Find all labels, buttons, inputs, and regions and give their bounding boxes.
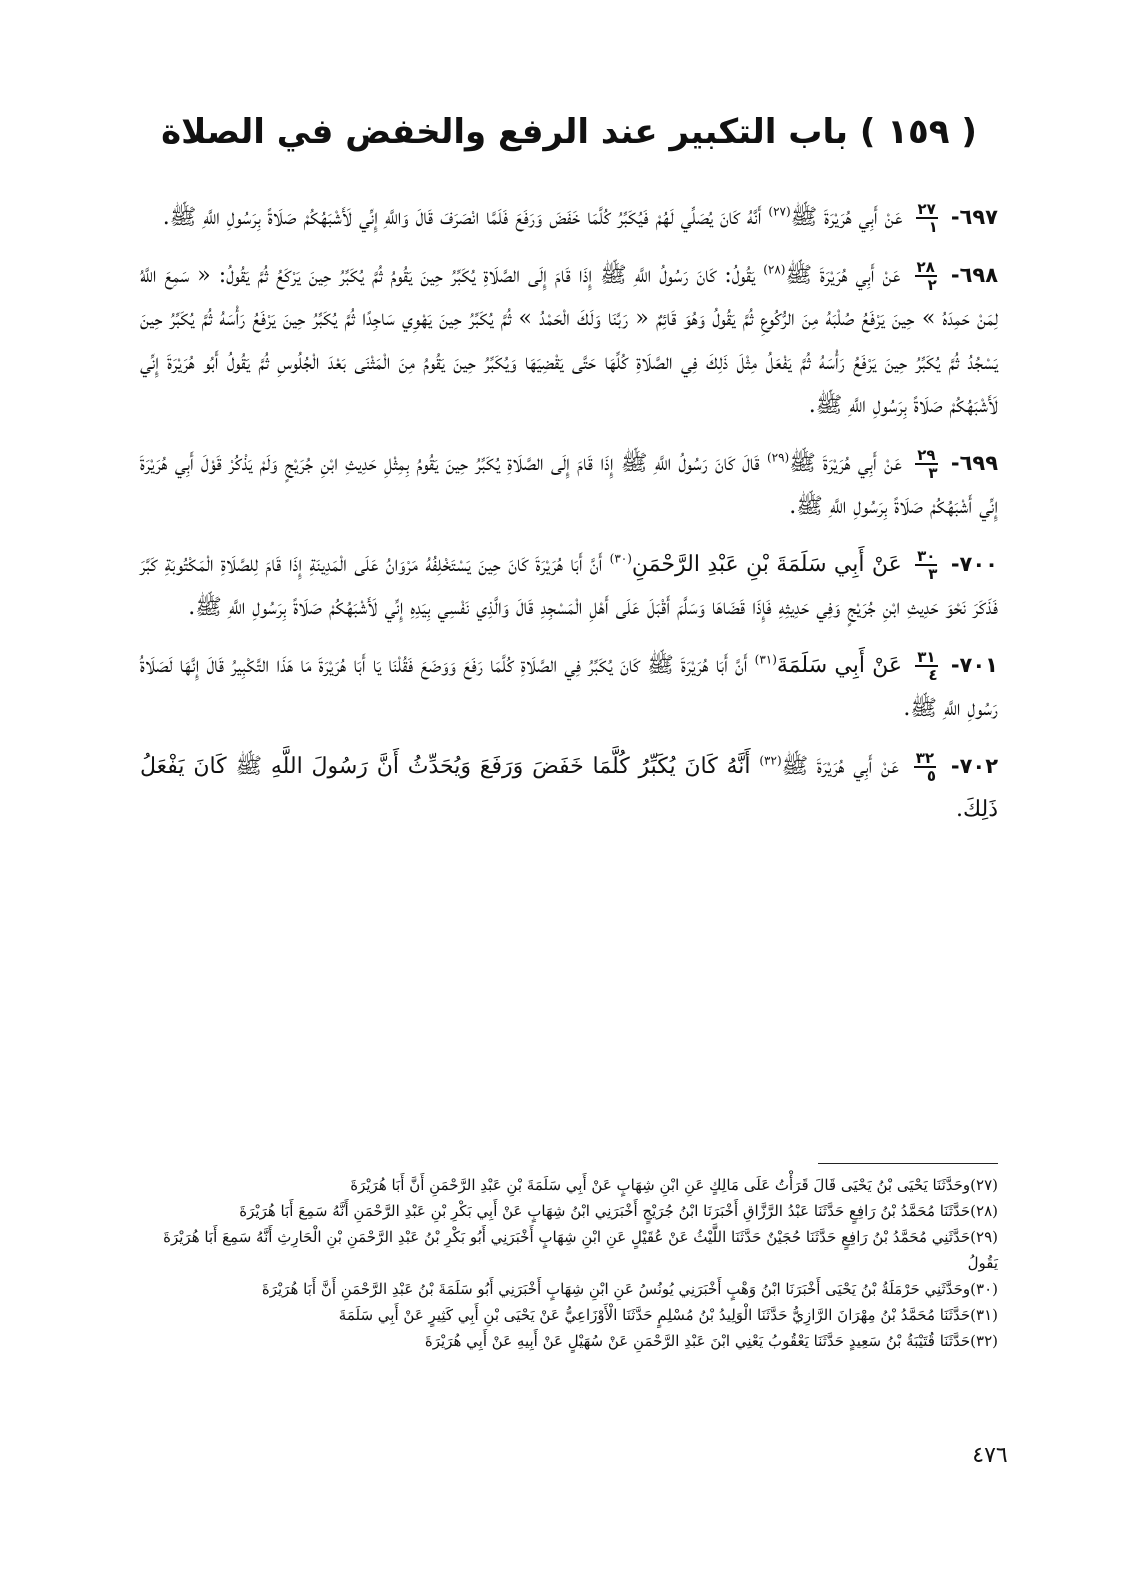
- hadith-text: أَنَّهُ كَانَ يُصَلِّي لَهُمْ فَيُكَبِّرُ كُلَّمَا خَفَضَ وَرَفَعَ فَلَمَّا انْصَرَفَ قَالَ وَاللَّهِ إِنِّي لَأَشْبَهُكُمْ صَلَاةً بِرَسُولِ اللَّهِ ﷺ.: [162, 205, 762, 230]
- footnotes: [140, 1172, 998, 1354]
- page-number: ٤٧٦: [972, 1443, 1008, 1468]
- footnote-ref: (٢٨): [763, 262, 786, 277]
- fraction-bottom: ٤: [928, 665, 938, 684]
- hadith-698: [140, 254, 998, 428]
- hadith-number: ٧٠٢-: [950, 753, 999, 778]
- hadith-number: ٦٩٧-: [950, 205, 998, 229]
- fraction-top: ٣١: [917, 647, 936, 666]
- hadith-fraction: [914, 748, 937, 785]
- hadith-narrator: عَنْ أَبِي سَلَمَةَ بْنِ عَبْدِ الرَّحْمَنِ: [631, 551, 902, 577]
- hadith-number: ٦٩٨-: [950, 262, 999, 287]
- hadith-699: [140, 442, 998, 529]
- hadith-number: ٧٠٠-: [950, 551, 998, 576]
- fraction-top: ٣٠: [917, 546, 936, 565]
- hadith-702: [140, 745, 998, 832]
- fraction-bottom: ١: [928, 218, 938, 236]
- hadith-narrator: عَنْ أَبِي هُرَيْرَةَ ﷺ: [790, 205, 903, 230]
- fraction-top: ٢٧: [917, 200, 936, 218]
- hadith-list: [140, 196, 998, 846]
- footnote-divider: [818, 1163, 998, 1164]
- footnote-32: (٣٢)حَدَّثَنَا قُتَيْبَةُ بْنُ سَعِيدٍ حَدَّثَنَا يَعْقُوبُ يَعْنِي ابْنَ عَبْدِ الرَّحْمَنِ عَنْ سُهَيْلٍ عَنْ أَبِيهِ عَنْ أَبِي هُرَيْرَةَ: [424, 1332, 998, 1350]
- hadith-697: [140, 196, 998, 240]
- fraction-bottom: ٢: [927, 275, 937, 294]
- hadith-fraction: [916, 202, 938, 234]
- hadith-fraction: [915, 445, 938, 482]
- footnote-30: (٣٠)وحَدَّثَنِي حَرْمَلَةُ بْنُ يَحْيَى أَخْبَرَنَا ابْنُ وَهْبٍ أَخْبَرَنِي يُونُسُ عَنِ ابْنِ شِهَابٍ أَخْبَرَنِي أَبُو سَلَمَةَ بْنُ عَبْدِ الرَّحْمَنِ أَنَّ أَبَا هُرَيْرَةَ: [261, 1280, 998, 1298]
- footnote-ref: (٣٢): [759, 753, 782, 768]
- footnote-ref: (٣٠): [609, 551, 632, 566]
- hadith-number: ٦٩٩-: [950, 450, 999, 475]
- hadith-fraction: [915, 546, 938, 583]
- hadith-fraction: [915, 647, 938, 684]
- fraction-top: ٢٨: [916, 257, 935, 276]
- hadith-text: قَالَ كَانَ رَسُولُ اللَّهِ ﷺ إِذَا قَامَ إِلَى الصَّلَاةِ يُكَبِّرُ حِينَ يَقُومُ بِمِثْلِ حَدِيثِ ابْنِ جُرَيْجٍ وَلَمْ يَذْكُرْ قَوْلَ أَبِي هُرَيْرَةَ إِنِّي أَشْبَهُكُمْ صَلَاةً بِرَسُولِ اللَّهِ ﷺ.: [140, 450, 998, 519]
- fraction-bottom: ٣: [928, 463, 938, 482]
- hadith-fraction: [915, 257, 937, 294]
- footnote-29: (٢٩)حَدَّثَنِي مُحَمَّدُ بْنُ رَافِعٍ حَدَّثَنَا حُجَيْنٌ حَدَّثَنَا اللَّيْثُ عَنْ عُقَيْلٍ عَنِ ابْنِ شِهَابٍ أَخْبَرَنِي أَبُو بَكْرِ بْنُ عَبْدِ الرَّحْمَنِ بْنِ الْحَارِثِ أَنَّهُ سَمِعَ أَبَا هُرَيْرَةَ يَقُولُ: [163, 1228, 998, 1272]
- hadith-number: ٧٠١-: [950, 652, 998, 677]
- hadith-narrator: عَنْ أَبِي سَلَمَةَ: [776, 652, 903, 678]
- fraction-top: ٢٩: [917, 445, 936, 464]
- hadith-text: أَنَّهُ كَانَ يُكَبِّرُ كُلَّمَا خَفَضَ وَرَفَعَ وَيُحَدِّثُ أَنَّ رَسُولَ اللَّهِ ﷺ كَانَ يَفْعَلُ ذَلِكَ.: [140, 753, 998, 822]
- footnote-ref: (٣١): [754, 652, 777, 667]
- fraction-bottom: ٥: [926, 766, 937, 785]
- hadith-narrator: عَنْ أَبِي هُرَيْرَةَ ﷺ: [785, 262, 901, 288]
- hadith-narrator: عَنْ أَبِي هُرَيْرَةَ ﷺ: [789, 450, 902, 476]
- hadith-701: [140, 644, 998, 731]
- footnote-ref: (٢٩): [766, 450, 790, 465]
- footnote-28: (٢٨)حَدَّثَنَا مُحَمَّدُ بْنُ رَافِعٍ حَدَّثَنَا عَبْدُ الرَّزَّاقِ أَخْبَرَنَا ابْنُ جُرَيْجٍ أَخْبَرَنِي ابْنُ شِهَابٍ عَنْ أَبِي بَكْرِ بْنِ عَبْدِ الرَّحْمَنِ أَنَّهُ سَمِعَ أَبَا هُرَيْرَةَ: [239, 1202, 998, 1220]
- hadith-700: [140, 543, 998, 630]
- footnote-27: (٢٧)وحَدَّثَنَا يَحْيَى بْنُ يَحْيَى قَالَ قَرَأْتُ عَلَى مَالِكٍ عَنِ ابْنِ شِهَابٍ عَنْ أَبِي سَلَمَةَ بْنِ عَبْدِ الرَّحْمَنِ أَنَّ أَبَا هُرَيْرَةَ: [350, 1176, 998, 1194]
- hadith-narrator: عَنْ أَبِي هُرَيْرَةَ ﷺ: [781, 753, 899, 779]
- hadith-text: أَنَّ أَبَا هُرَيْرَةَ كَانَ حِينَ يَسْتَخْلِفُهُ مَرْوَانُ عَلَى الْمَدِينَةِ إِذَا قَامَ لِلصَّلَاةِ الْمَكْتُوبَةِ كَبَّرَ فَذَكَرَ نَحْوَ حَدِيثِ ابْنِ جُرَيْجٍ وَفِي حَدِيثِهِ فَإِذَا قَضَاهَا وَسَلَّمَ أَقْبَلَ عَلَى أَهْلِ الْمَسْجِدِ قَالَ وَالَّذِي نَفْسِي بِيَدِهِ إِنِّي لَأَشْبَهُكُمْ صَلَاةً بِرَسُولِ اللَّهِ ﷺ.: [140, 551, 998, 620]
- footnote-ref: (٢٧): [768, 204, 791, 219]
- chapter-title: ( ١٥٩ ) باب التكبير عند الرفع والخفض في الصلاة: [161, 112, 977, 152]
- hadith-text: يَقُولُ: كَانَ رَسُولُ اللَّهِ ﷺ إِذَا قَامَ إِلَى الصَّلَاةِ يُكَبِّرُ حِينَ يَقُومُ ثُمَّ يُكَبِّرُ حِينَ يَرْكَعُ ثُمَّ يَقُولُ: « سَمِعَ اللَّهُ لِمَنْ حَمِدَهُ » حِينَ يَرْفَعُ صُلْبَهُ مِنَ الرُّكُوعِ ثُمَّ يَقُولُ وَهُوَ قَائِمٌ « رَبَّنَا وَلَكَ الْحَمْدُ » ثُمَّ يُكَبِّرُ حِينَ يَهْوِي سَاجِدًا ثُمَّ يُكَبِّرُ حِينَ يَرْفَعُ رَأْسَهُ ثُمَّ يُكَبِّرُ حِينَ يَسْجُدُ ثُمَّ يُكَبِّرُ حِينَ يَرْفَعُ رَأْسَهُ ثُمَّ يَفْعَلُ مِثْلَ ذَلِكَ فِي الصَّلَاةِ كُلِّهَا حَتَّى يَقْضِيَهَا وَيُكَبِّرُ حِينَ يَقُومُ مِنَ الْمَثْنَى بَعْدَ الْجُلُوسِ ثُمَّ يَقُولُ أَبُو هُرَيْرَةَ إِنِّي لَأَشْبَهُكُمْ صَلَاةً بِرَسُولِ اللَّهِ ﷺ.: [140, 262, 998, 418]
- fraction-top: ٣٢: [915, 748, 935, 767]
- fraction-bottom: ٣: [928, 564, 938, 583]
- footnote-31: (٣١)حَدَّثَنَا مُحَمَّدُ بْنُ مِهْرَانَ الرَّازِيُّ حَدَّثَنَا الْوَلِيدُ بْنُ مُسْلِمٍ حَدَّثَنَا الْأَوْزَاعِيُّ عَنْ يَحْيَى بْنِ أَبِي كَثِيرٍ عَنْ أَبِي سَلَمَةَ: [338, 1306, 998, 1324]
- hadith-text: أَنَّ أَبَا هُرَيْرَةَ ﷺ كَانَ يُكَبِّرُ فِي الصَّلَاةِ كُلَّمَا رَفَعَ وَوَضَعَ فَقُلْنَا يَا أَبَا هُرَيْرَةَ مَا هَذَا التَّكْبِيرُ قَالَ إِنَّهَا لَصَلَاةُ رَسُولِ اللَّهِ ﷺ.: [140, 652, 998, 721]
